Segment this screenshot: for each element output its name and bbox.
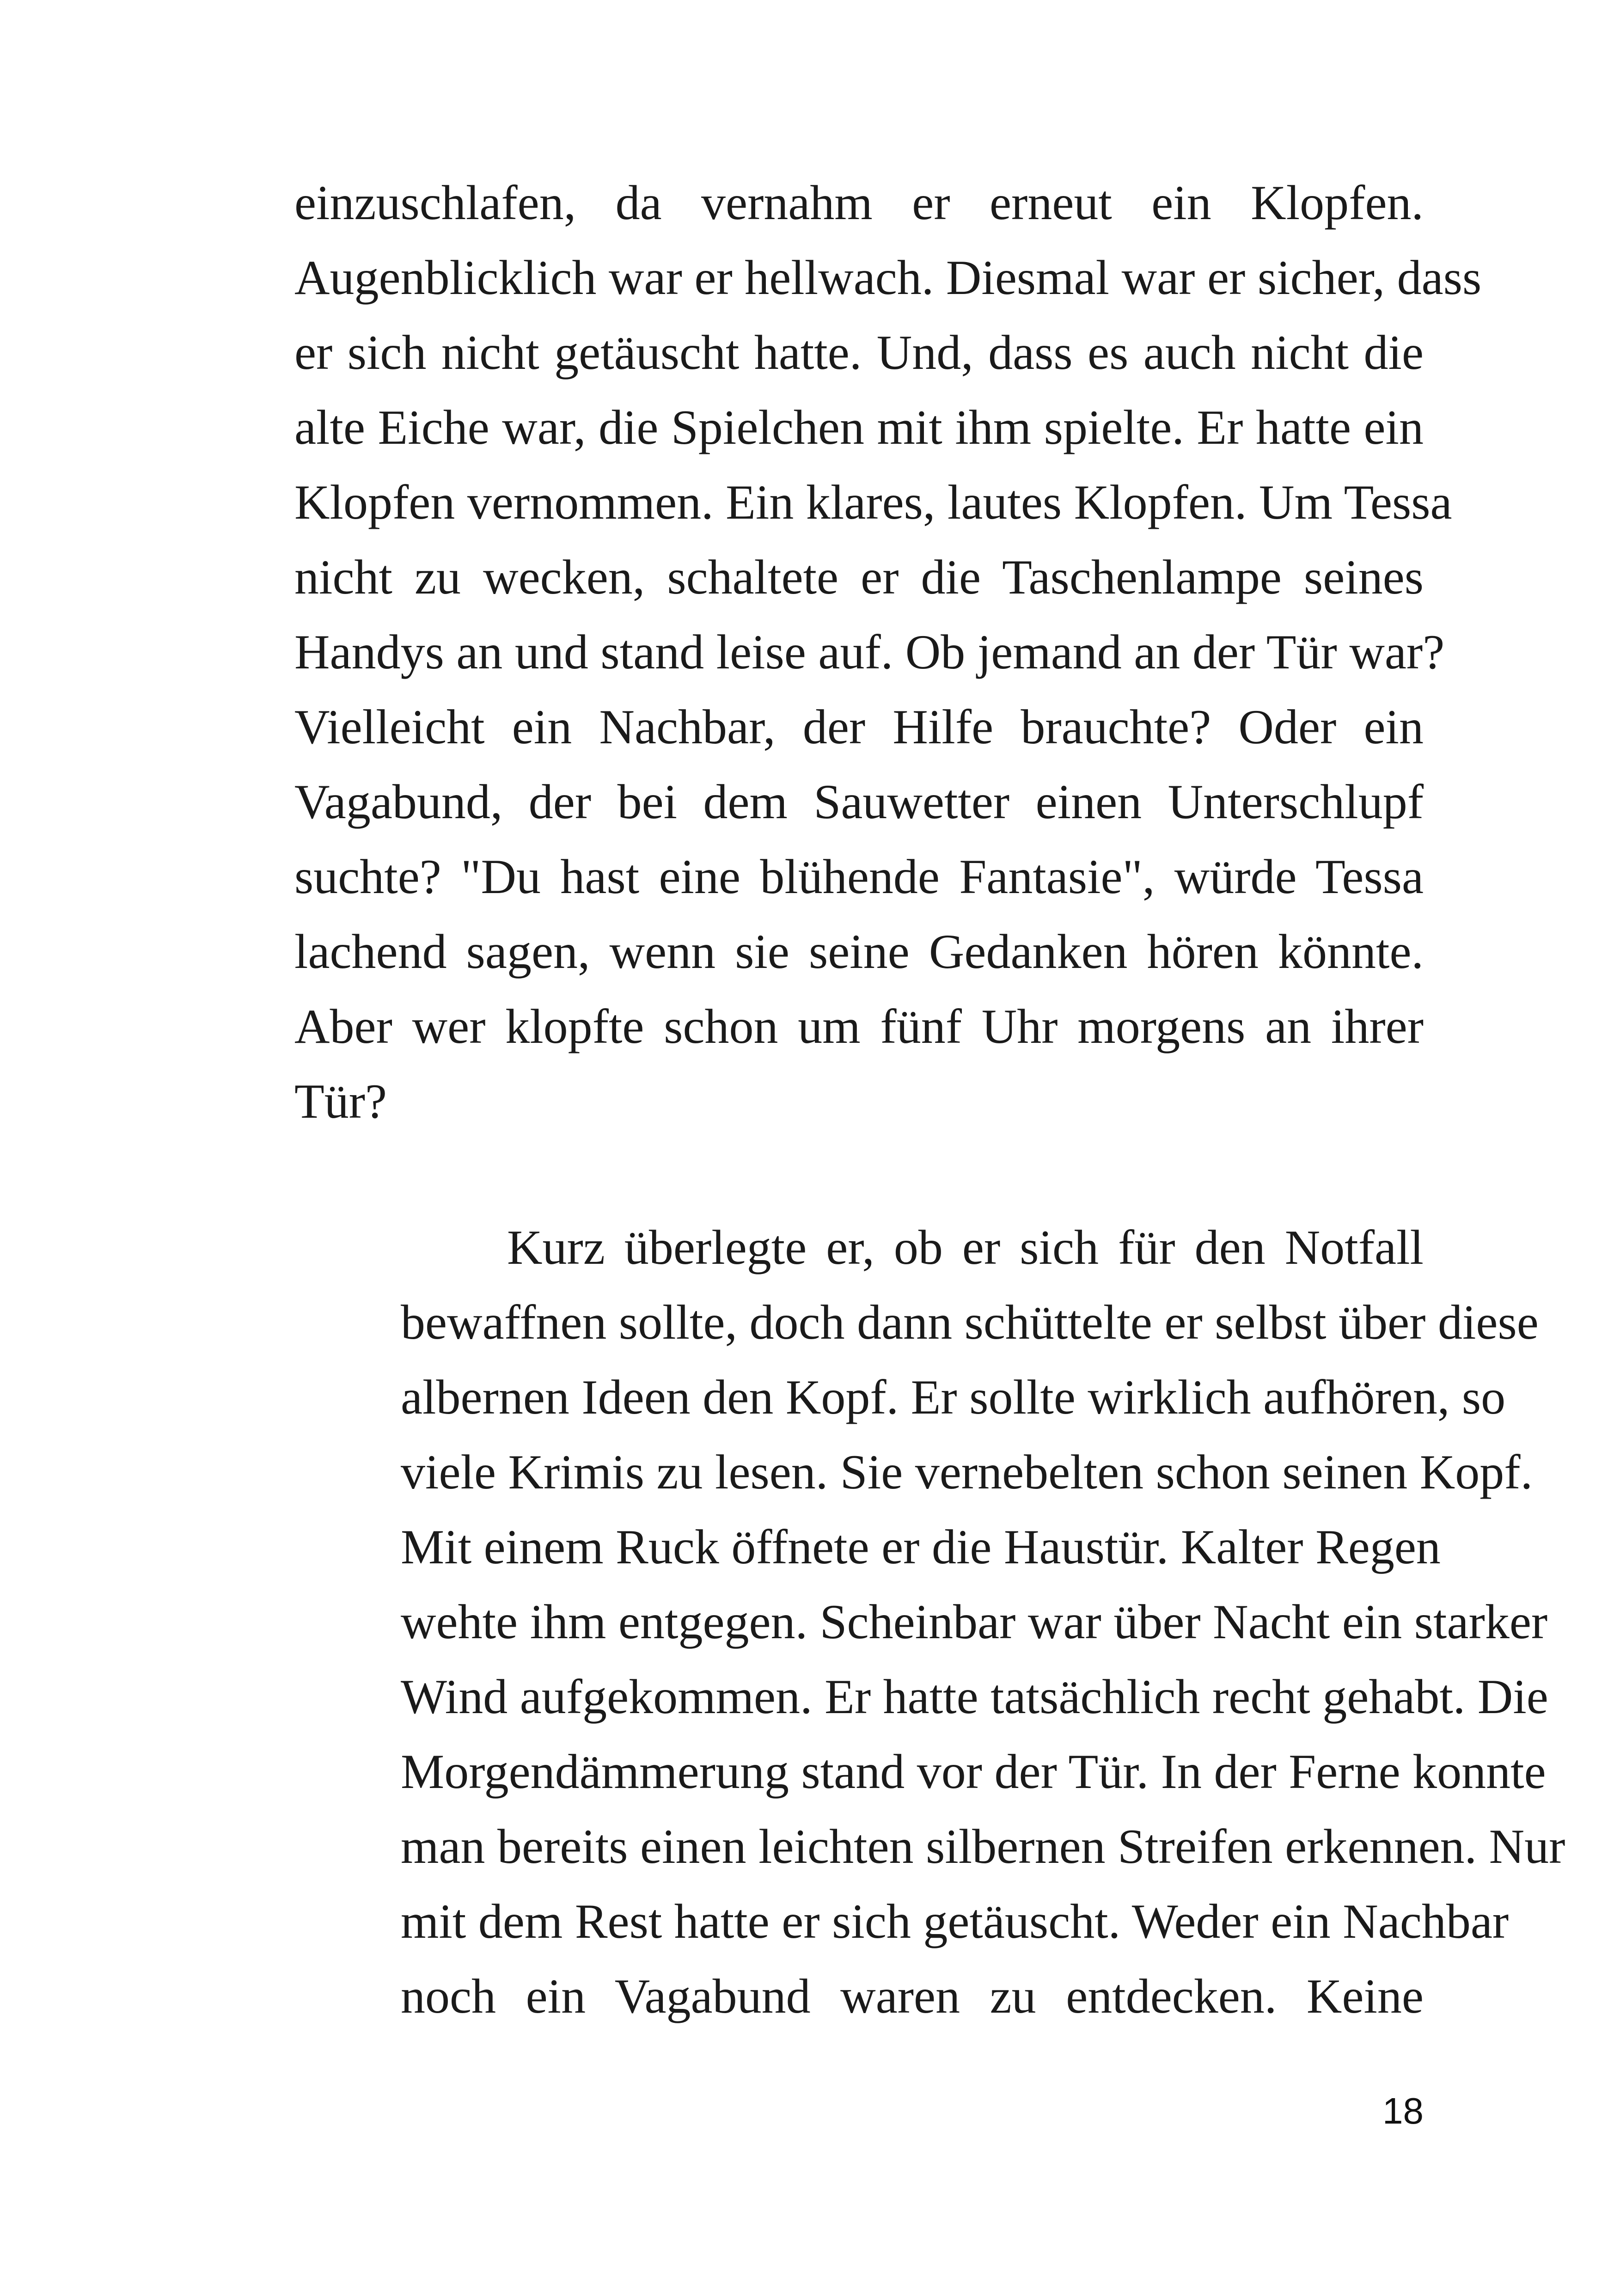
text-line: Wind aufgekommen. Er hatte tatsächlich recht gehabt. Die [401,1670,1548,1724]
page-number: 18 [1382,2090,1424,2131]
text-line: man bereits einen leichten silbernen Streifen erkennen. Nur [401,1819,1565,1874]
text-line: wehte ihm entgegen. Scheinbar war über Nacht ein starker [401,1595,1548,1649]
text-line: Tür? [294,1074,387,1128]
text-line: Vielleicht ein Nachbar, der Hilfe brauchte? Oder ein [294,700,1424,754]
text-line: Kurz überlegte er, ob er sich für den Notfall [507,1220,1424,1274]
text-line: Aber wer klopfte schon um fünf Uhr morgens an ihrer [294,999,1424,1053]
text-line: viele Krimis zu lesen. Sie vernebelten schon seinen Kopf. [401,1445,1533,1499]
text-line: suchte? "Du hast eine blühende Fantasie", würde Tessa [294,850,1424,904]
text-line: bewaffnen sollte, doch dann schüttelte er selbst über diese [401,1295,1539,1349]
text-line: Vagabund, der bei dem Sauwetter einen Unterschlupf [294,775,1424,829]
text-line: einzuschlafen, da vernahm er erneut ein Klopfen. [294,176,1424,230]
text-line: Augenblicklich war er hellwach. Diesmal war er sicher, dass [294,251,1482,305]
text-line: mit dem Rest hatte er sich getäuscht. Weder ein Nachbar [401,1894,1509,1948]
text-line: Morgendämmerung stand vor der Tür. In der Ferne konnte [401,1745,1546,1799]
text-line: noch ein Vagabund waren zu entdecken. Keine [401,1969,1424,2023]
paragraph-1 [294,165,1482,1139]
text-line: albernen Ideen den Kopf. Er sollte wirklich aufhören, so [401,1370,1506,1424]
text-line: lachend sagen, wenn sie seine Gedanken hören könnte. [294,925,1424,979]
text-line: Handys an und stand leise auf. Ob jemand an der Tür war? [294,625,1445,679]
text-line: nicht zu wecken, schaltete er die Taschenlampe seines [294,550,1424,604]
paragraph-2 [294,1210,1565,2034]
text-line: Klopfen vernommen. Ein klares, lautes Klopfen. Um Tessa [294,475,1452,529]
text-line: alte Eiche war, die Spielchen mit ihm spielte. Er hatte ein [294,400,1424,454]
text-line: er sich nicht getäuscht hatte. Und, dass es auch nicht die [294,325,1424,380]
text-line: Mit einem Ruck öffnete er die Haustür. Kalter Regen [401,1520,1441,1574]
